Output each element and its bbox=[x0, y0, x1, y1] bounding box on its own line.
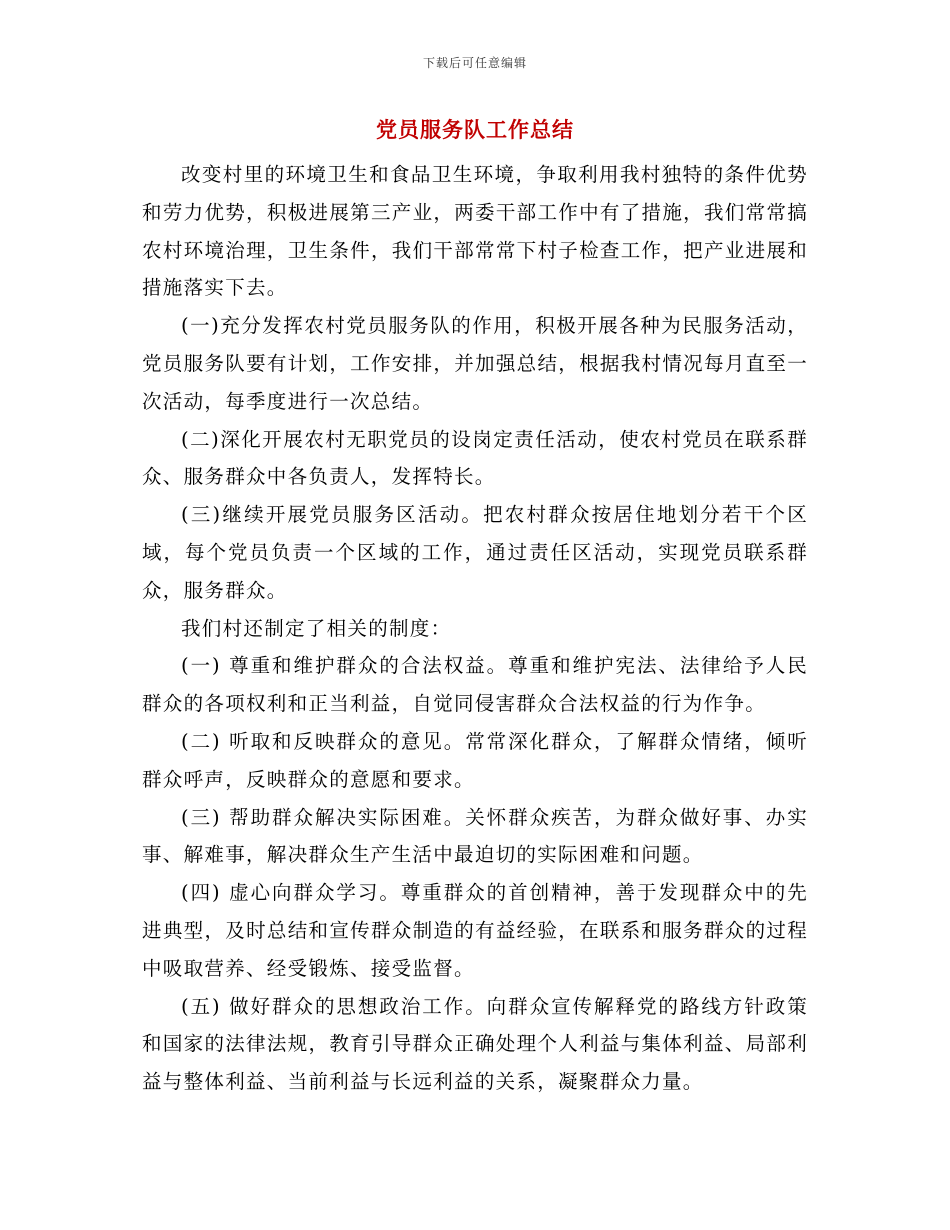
paragraph-rules-intro: 我们村还制定了相关的制度： bbox=[181, 616, 452, 640]
paragraph-rule-4: (四) 虚心向群众学习。尊重群众的首创精神，善于发现群众中的先进典型，及时总结和宣传群众制造的有益经验，在联系和服务群众的过程中吸取营养、经受锻炼、接受监督。 bbox=[142, 881, 808, 980]
document-title: 党员服务队工作总结 bbox=[376, 118, 574, 142]
header-note: 下载后可任意编辑 bbox=[422, 56, 527, 70]
paragraph-item-1: (一)充分发挥农村党员服务队的作用，积极开展各种为民服务活动，党员服务队要有计划，工作安排，并加强总结，根据我村情况每月直至一次活动，每季度进行一次总结。 bbox=[142, 314, 808, 413]
paragraph-rule-2: (二) 听取和反映群众的意见。常常深化群众，了解群众情绪，倾听群众呼声，反映群众的意愿和要求。 bbox=[142, 729, 808, 791]
paragraph-item-3: (三)继续开展党员服务区活动。把农村群众按居住地划分若干个区域，每个党员负责一个区域的工作，通过责任区活动，实现党员联系群众，服务群众。 bbox=[142, 503, 808, 602]
paragraph-rule-3: (三) 帮助群众解决实际困难。关怀群众疾苦，为群众做好事、办实事、解难事，解决群众生产生活中最迫切的实际困难和问题。 bbox=[142, 805, 808, 867]
document-body bbox=[142, 156, 808, 1101]
paragraph-rule-5: (五) 做好群众的思想政治工作。向群众宣传解释党的路线方针政策和国家的法律法规，教育引导群众正确处理个人利益与集体利益、局部利益与整体利益、当前利益与长远利益的关系，凝聚群众力量。 bbox=[142, 994, 808, 1094]
paragraph-intro: 改变村里的环境卫生和食品卫生环境，争取利用我村独特的条件优势和劳力优势，积极进展第三产业，两委干部工作中有了措施，我们常常搞农村环境治理，卫生条件，我们干部常常下村子检查工作，把产业进展和措施落实下去。 bbox=[142, 163, 808, 300]
paragraph-rule-1: (一) 尊重和维护群众的合法权益。尊重和维护宪法、法律给予人民群众的各项权利和正当利益，自觉同侵害群众合法权益的行为作争。 bbox=[142, 654, 808, 716]
paragraph-item-2: (二)深化开展农村无职党员的设岗定责任活动，使农村党员在联系群众、服务群众中各负责人，发挥特长。 bbox=[142, 427, 808, 489]
